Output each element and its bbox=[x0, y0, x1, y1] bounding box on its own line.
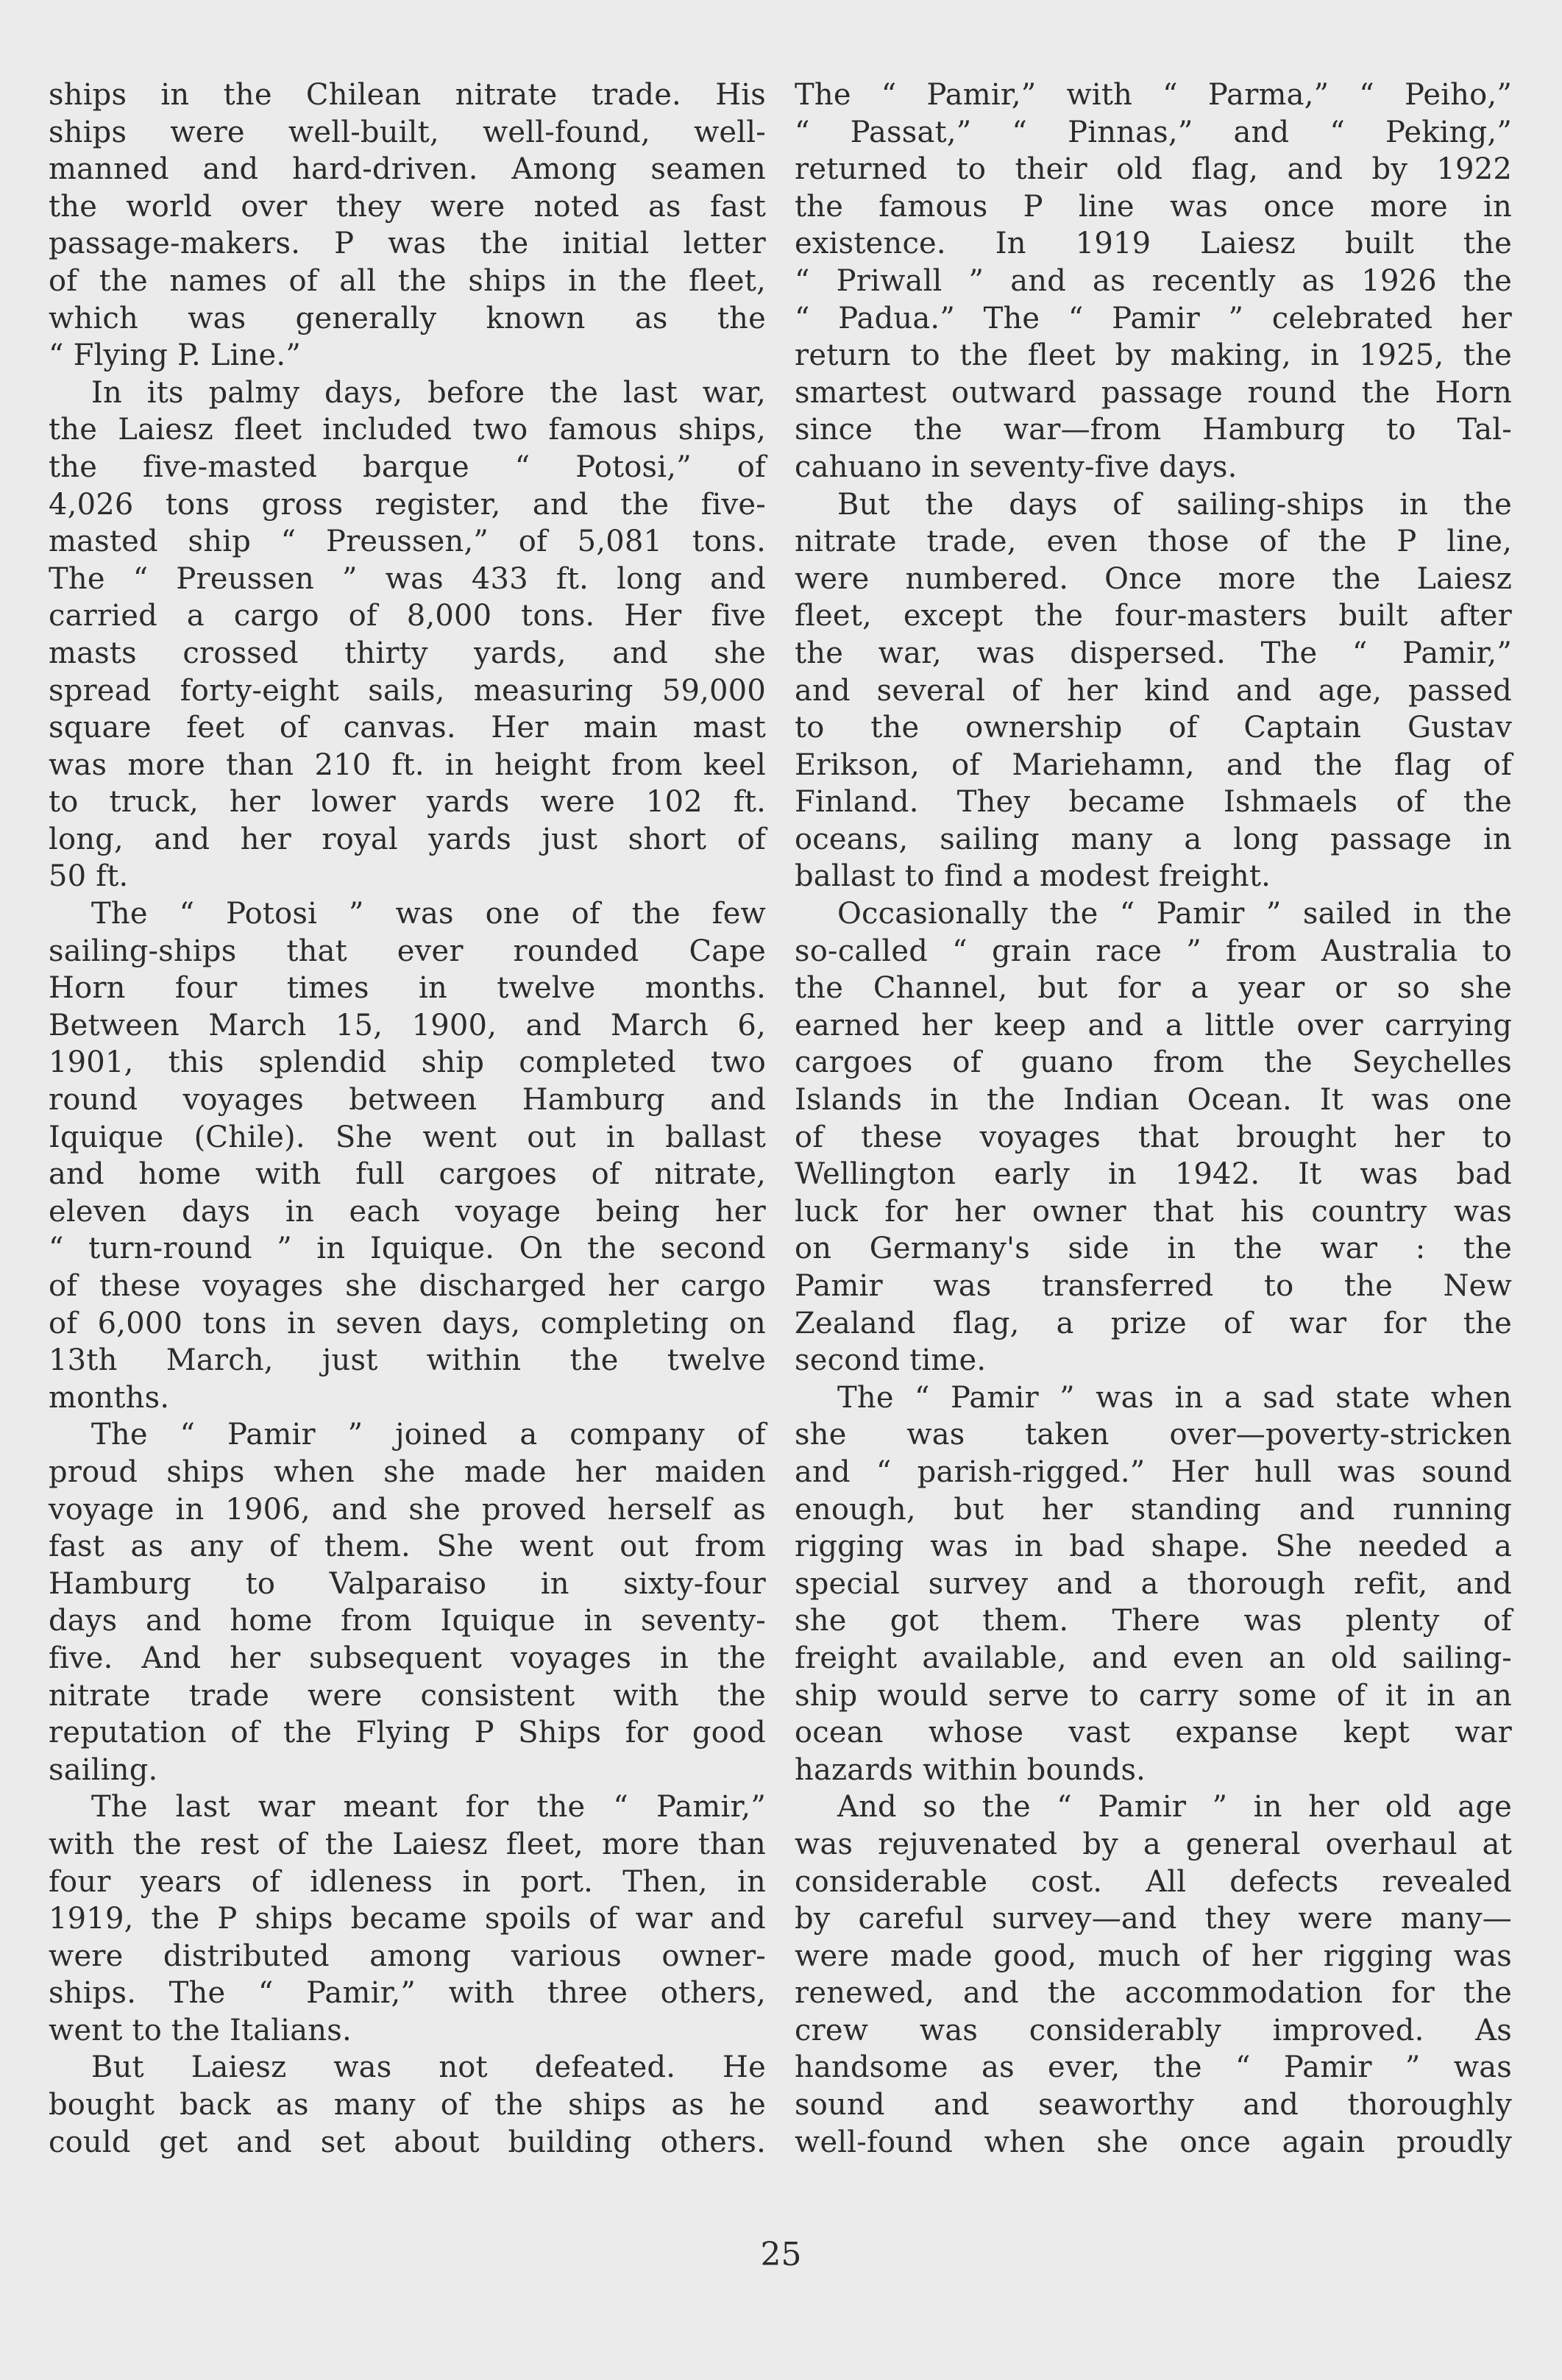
text-line: went to the Italians. bbox=[49, 2013, 352, 2047]
text-line: the five-masted barque “ Potosi,” of bbox=[49, 450, 766, 484]
text-line: ballast to find a modest freight. bbox=[795, 859, 1271, 894]
text-line: Occasionally the “ Pamir ” sailed in the bbox=[837, 897, 1512, 931]
text-line: ocean whose vast expanse kept war bbox=[795, 1716, 1512, 1750]
text-line: eleven days in each voyage being her bbox=[49, 1194, 766, 1229]
text-line: considerable cost. All defects revealed bbox=[795, 1864, 1512, 1899]
text-line: the famous P line was once more in bbox=[795, 189, 1512, 224]
text-line: she got them. There was plenty of bbox=[795, 1604, 1512, 1638]
text-line: well-found when she once again proudly bbox=[795, 2125, 1512, 2159]
text-line: the world over they were noted as fast bbox=[49, 189, 766, 224]
text-line: round voyages between Hamburg and bbox=[49, 1083, 766, 1118]
text-line: was more than 210 ft. in height from keel bbox=[49, 747, 766, 782]
text-line: to the ownership of Captain Gustav bbox=[795, 711, 1512, 745]
text-line: was rejuvenated by a general overhaul at bbox=[795, 1827, 1512, 1861]
text-line: days and home from Iquique in seventy- bbox=[49, 1604, 766, 1638]
text-line: of 6,000 tons in seven days, completing on bbox=[49, 1306, 766, 1340]
text-line: sailing-ships that ever rounded Cape bbox=[49, 934, 766, 968]
text-line: on Germany's side in the war : the bbox=[795, 1232, 1512, 1266]
text-line: reputation of the Flying P Ships for good bbox=[49, 1716, 766, 1750]
text-line: existence. In 1919 Laiesz built the bbox=[795, 227, 1512, 261]
text-line: ships were well-built, well-found, well- bbox=[49, 115, 766, 149]
text-line: she was taken over—poverty-stricken bbox=[795, 1418, 1512, 1452]
text-line: Islands in the Indian Ocean. It was one bbox=[795, 1083, 1512, 1118]
text-line: In its palmy days, before the last war, bbox=[91, 375, 766, 410]
text-line: could get and set about building others. bbox=[49, 2125, 766, 2159]
text-line: passage-makers. P was the initial letter bbox=[49, 227, 766, 261]
right-column bbox=[795, 77, 1512, 2161]
text-line: “ Passat,” “ Pinnas,” and “ Peking,” bbox=[795, 115, 1512, 149]
text-line: four years of idleness in port. Then, in bbox=[49, 1864, 766, 1899]
text-line: 13th March, just within the twelve bbox=[49, 1343, 766, 1378]
text-line: which was generally known as the bbox=[49, 301, 766, 335]
text-line: sound and seaworthy and thoroughly bbox=[795, 2088, 1512, 2123]
text-line: of these voyages that brought her to bbox=[795, 1120, 1512, 1154]
text-line: were numbered. Once more the Laiesz bbox=[795, 561, 1512, 596]
text-line: proud ships when she made her maiden bbox=[49, 1454, 766, 1489]
text-line: Hamburg to Valparaiso in sixty-four bbox=[49, 1566, 766, 1601]
text-line: Iquique (Chile). She went out in ballast bbox=[49, 1120, 766, 1154]
text-line: so-called “ grain race ” from Australia to bbox=[795, 934, 1512, 968]
text-line: and “ parish-rigged.” Her hull was sound bbox=[795, 1454, 1512, 1489]
text-line: months. bbox=[49, 1380, 170, 1415]
text-line: renewed, and the accommodation for the bbox=[795, 1976, 1512, 2011]
text-line: And so the “ Pamir ” in her old age bbox=[837, 1790, 1512, 1825]
text-line: the Channel, but for a year or so she bbox=[795, 971, 1512, 1006]
text-line: since the war—from Hamburg to Tal- bbox=[795, 413, 1512, 447]
text-line: 50 ft. bbox=[49, 859, 129, 894]
text-line: were made good, much of her rigging was bbox=[795, 1939, 1512, 1973]
text-line: ships in the Chilean nitrate trade. His bbox=[49, 78, 766, 112]
text-line: crew was considerably improved. As bbox=[795, 2013, 1512, 2047]
text-line: with the rest of the Laiesz fleet, more than bbox=[49, 1827, 766, 1861]
text-line: 1901, this splendid ship completed two bbox=[49, 1045, 766, 1080]
text-line: special survey and a thorough refit, and bbox=[795, 1566, 1512, 1601]
text-line: Horn four times in twelve months. bbox=[49, 971, 766, 1006]
text-line: were distributed among various owner- bbox=[49, 1939, 766, 1973]
text-line: square feet of canvas. Her main mast bbox=[49, 711, 766, 745]
text-line: earned her keep and a little over carrying bbox=[795, 1008, 1512, 1042]
text-line: nitrate trade, even those of the P line, bbox=[795, 525, 1512, 559]
text-line: five. And her subsequent voyages in the bbox=[49, 1641, 766, 1675]
text-line: fast as any of them. She went out from bbox=[49, 1530, 766, 1564]
text-line: rigging was in bad shape. She needed a bbox=[795, 1530, 1512, 1564]
text-line: sailing. bbox=[49, 1752, 158, 1787]
text-line: handsome as ever, the “ Pamir ” was bbox=[795, 2050, 1512, 2085]
text-line: Between March 15, 1900, and March 6, bbox=[49, 1008, 766, 1042]
text-line: “ turn-round ” in Iquique. On the second bbox=[49, 1232, 766, 1266]
text-line: The “ Pamir,” with “ Parma,” “ Peiho,” bbox=[795, 78, 1512, 112]
text-line: “ Flying P. Line.” bbox=[49, 338, 301, 373]
text-line: hazards within bounds. bbox=[795, 1752, 1146, 1787]
text-line: returned to their old flag, and by 1922 bbox=[795, 152, 1512, 187]
text-line: The “ Potosi ” was one of the few bbox=[91, 897, 766, 931]
text-line: the Laiesz fleet included two famous ships, bbox=[49, 413, 766, 447]
text-line: “ Priwall ” and as recently as 1926 the bbox=[795, 263, 1512, 298]
page-number: 25 bbox=[760, 2236, 802, 2273]
text-line: ships. The “ Pamir,” with three others, bbox=[49, 1976, 766, 2011]
text-line: luck for her owner that his country was bbox=[795, 1194, 1512, 1229]
text-line: of these voyages she discharged her cargo bbox=[49, 1269, 766, 1303]
text-line: Wellington early in 1942. It was bad bbox=[795, 1157, 1512, 1192]
text-line: The “ Preussen ” was 433 ft. long and bbox=[49, 561, 766, 596]
text-line: long, and her royal yards just short of bbox=[49, 822, 766, 856]
text-line: of the names of all the ships in the fleet, bbox=[49, 263, 766, 298]
text-line: voyage in 1906, and she proved herself as bbox=[49, 1492, 766, 1527]
text-line: carried a cargo of 8,000 tons. Her five bbox=[49, 599, 766, 633]
text-line: ship would serve to carry some of it in an bbox=[795, 1678, 1512, 1713]
text-line: nitrate trade were consistent with the bbox=[49, 1678, 766, 1713]
text-line: cargoes of guano from the Seychelles bbox=[795, 1045, 1512, 1080]
text-line: return to the fleet by making, in 1925, the bbox=[795, 338, 1512, 373]
text-line: The “ Pamir ” was in a sad state when bbox=[837, 1380, 1512, 1415]
text-line: and several of her kind and age, passed bbox=[795, 673, 1512, 708]
text-line: cahuano in seventy-five days. bbox=[795, 450, 1238, 484]
text-line: enough, but her standing and running bbox=[795, 1492, 1512, 1527]
text-line: second time. bbox=[795, 1343, 987, 1378]
text-line: But Laiesz was not defeated. He bbox=[91, 2050, 766, 2085]
text-line: oceans, sailing many a long passage in bbox=[795, 822, 1512, 856]
text-line: The “ Pamir ” joined a company of bbox=[91, 1418, 766, 1452]
text-line: “ Padua.” The “ Pamir ” celebrated her bbox=[795, 301, 1512, 335]
left-column bbox=[49, 77, 766, 2161]
text-line: manned and hard-driven. Among seamen bbox=[49, 152, 766, 187]
text-line: But the days of sailing-ships in the bbox=[837, 487, 1512, 522]
text-line: masted ship “ Preussen,” of 5,081 tons. bbox=[49, 525, 766, 559]
text-line: spread forty-eight sails, measuring 59,000 bbox=[49, 673, 766, 708]
text-line: 4,026 tons gross register, and the five- bbox=[49, 487, 766, 522]
text-line: bought back as many of the ships as he bbox=[49, 2088, 766, 2123]
text-line: the war, was dispersed. The “ Pamir,” bbox=[795, 636, 1512, 670]
text-line: by careful survey—and they were many— bbox=[795, 1902, 1512, 1936]
text-line: 1919, the P ships became spoils of war and bbox=[49, 1902, 766, 1936]
text-line: Pamir was transferred to the New bbox=[795, 1269, 1512, 1303]
text-line: freight available, and even an old sailing- bbox=[795, 1641, 1512, 1675]
text-line: fleet, except the four-masters built after bbox=[795, 599, 1512, 633]
text-line: masts crossed thirty yards, and she bbox=[49, 636, 766, 670]
text-line: Erikson, of Mariehamn, and the flag of bbox=[795, 747, 1512, 782]
text-line: to truck, her lower yards were 102 ft. bbox=[49, 785, 766, 820]
text-line: Finland. They became Ishmaels of the bbox=[795, 785, 1512, 820]
text-line: smartest outward passage round the Horn bbox=[795, 375, 1512, 410]
text-line: The last war meant for the “ Pamir,” bbox=[91, 1790, 766, 1825]
text-line: Zealand flag, a prize of war for the bbox=[795, 1306, 1512, 1340]
text-line: and home with full cargoes of nitrate, bbox=[49, 1157, 766, 1192]
